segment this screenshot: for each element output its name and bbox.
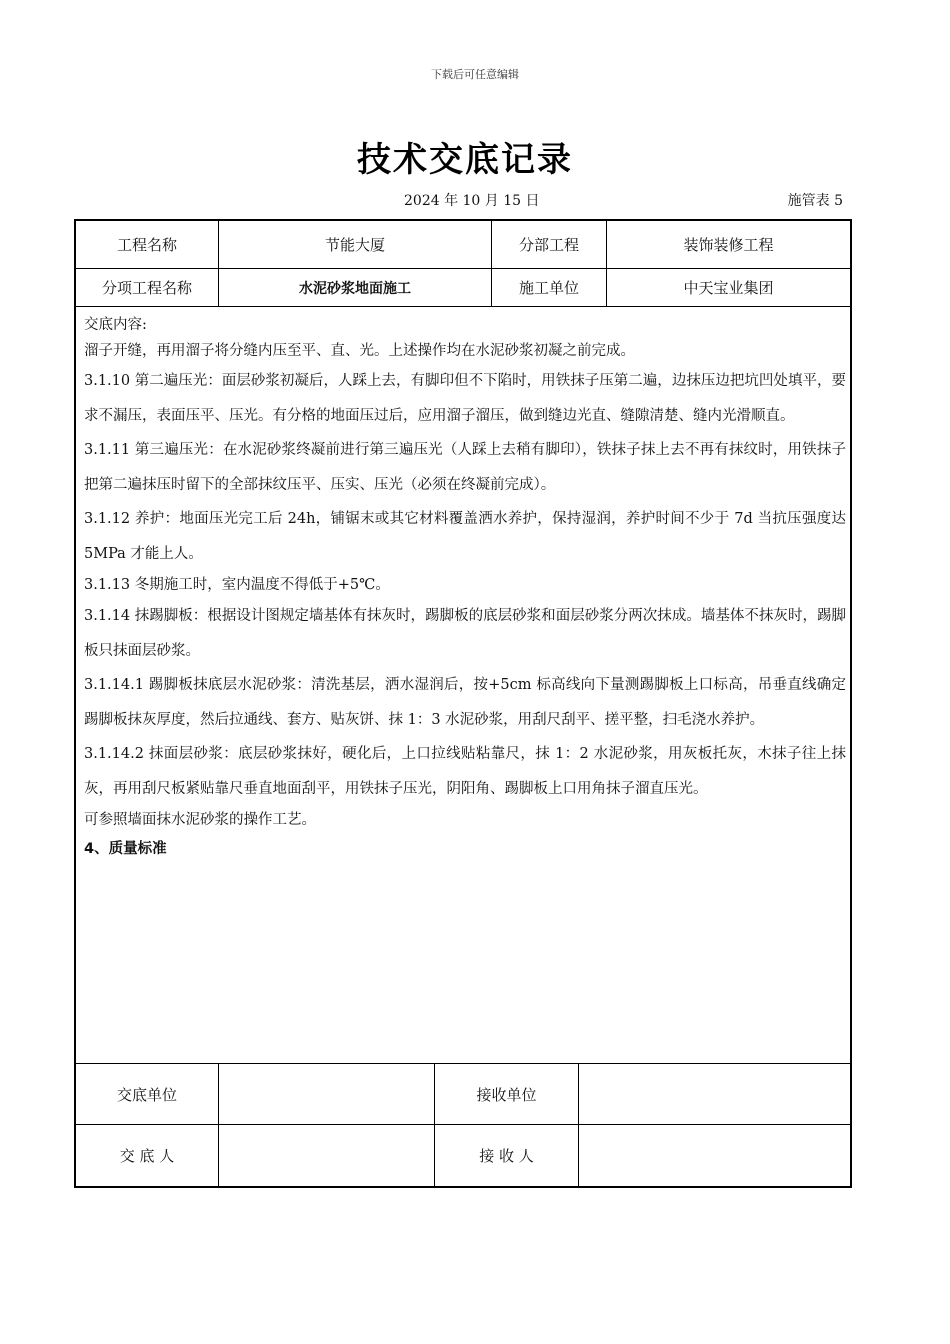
contractor-value: 中天宝业集团 [683, 279, 774, 297]
content-paragraph: 3.1.10 第二遍压光：面层砂浆初凝后，人踩上去，有脚印但不下陷时，用铁抹子压第二遍，边抹压边把坑凹处填平，要求不漏压，表面压平、压光。有分格的地面压过后，应用溜子溜压，做到缝边光直、缝隙清楚、缝内光滑顺直。 [84, 373, 846, 424]
content-paragraph: 3.1.13 冬期施工时，室内温度不得低于+5℃。 [84, 577, 390, 593]
issuer-person-label: 交 底 人 [119, 1147, 175, 1165]
contractor-label: 施工单位 [518, 279, 579, 297]
content-label: 交底内容: [84, 317, 147, 333]
subitem-value: 水泥砂浆地面施工 [299, 280, 411, 297]
receiver-person-field[interactable] [579, 1125, 850, 1186]
receiver-unit-label: 接收单位 [476, 1085, 537, 1104]
row-divider [75, 306, 851, 307]
subitem-label: 分项工程名称 [101, 279, 192, 297]
form-number: 施管表 5 [787, 193, 843, 209]
content-paragraph: 3.1.12 养护：地面压光完工后 24h，铺锯末或其它材料覆盖洒水养护，保持湿润，养护时间不少于 7d 当抗压强度达 5MPa 才能上人。 [84, 511, 846, 562]
content-paragraph: 3.1.14.1 踢脚板抹底层水泥砂浆：清洗基层，洒水湿润后，按+5cm 标高线向下量测踢脚板上口标高，吊垂直线确定踢脚板抹灰厚度，然后拉通线、套方、贴灰饼、抹 1：3 水泥砂浆，用刮尺刮平、搓平整，扫毛浇水养护。 [84, 677, 846, 728]
content-paragraph: 溜子开缝，再用溜子将分缝内压至平、直、光。上述操作均在水泥砂浆初凝之前完成。 [84, 343, 635, 359]
division-label: 分部工程 [518, 236, 579, 254]
issuer-person-field[interactable] [219, 1125, 434, 1186]
division-value: 装饰装修工程 [683, 236, 774, 254]
issuer-unit-label: 交底单位 [116, 1085, 177, 1104]
date-text: 2024 年 10 月 15 日 [404, 193, 540, 209]
disclosure-content [84, 312, 846, 862]
content-paragraph: 3.1.14.2 抹面层砂浆：底层砂浆抹好，硬化后，上口拉线贴粘靠尺，抹 1：2 水泥砂浆，用灰板托灰，木抹子往上抹灰，再用刮尺板紧贴靠尺垂直地面刮平，用铁抹子压光，阴阳角、踢脚板上口用角抹子溜直压光。 [84, 746, 846, 797]
header-note: 下载后可任意编辑 [431, 68, 519, 81]
project-name-label: 工程名称 [116, 236, 177, 254]
project-name-value: 节能大厦 [324, 236, 385, 254]
issuer-unit-field[interactable] [219, 1064, 434, 1124]
receiver-person-label: 接 收 人 [479, 1147, 534, 1165]
section-heading: 4、质量标准 [84, 841, 167, 857]
content-paragraph: 可参照墙面抹水泥砂浆的操作工艺。 [84, 812, 316, 828]
receiver-unit-field[interactable] [579, 1064, 850, 1124]
content-paragraph: 3.1.11 第三遍压光：在水泥砂浆终凝前进行第三遍压光（人踩上去稍有脚印），铁抹子抹上去不再有抹纹时，用铁抹子把第二遍抹压时留下的全部抹纹压平、压实、压光（必须在终凝前完成）。 [84, 442, 846, 493]
content-paragraph: 3.1.14 抹踢脚板：根据设计图规定墙基体有抹灰时，踢脚板的底层砂浆和面层砂浆分两次抹成。墙基体不抹灰时，踢脚板只抹面层砂浆。 [84, 608, 846, 659]
document-title: 技术交底记录 [357, 140, 573, 180]
